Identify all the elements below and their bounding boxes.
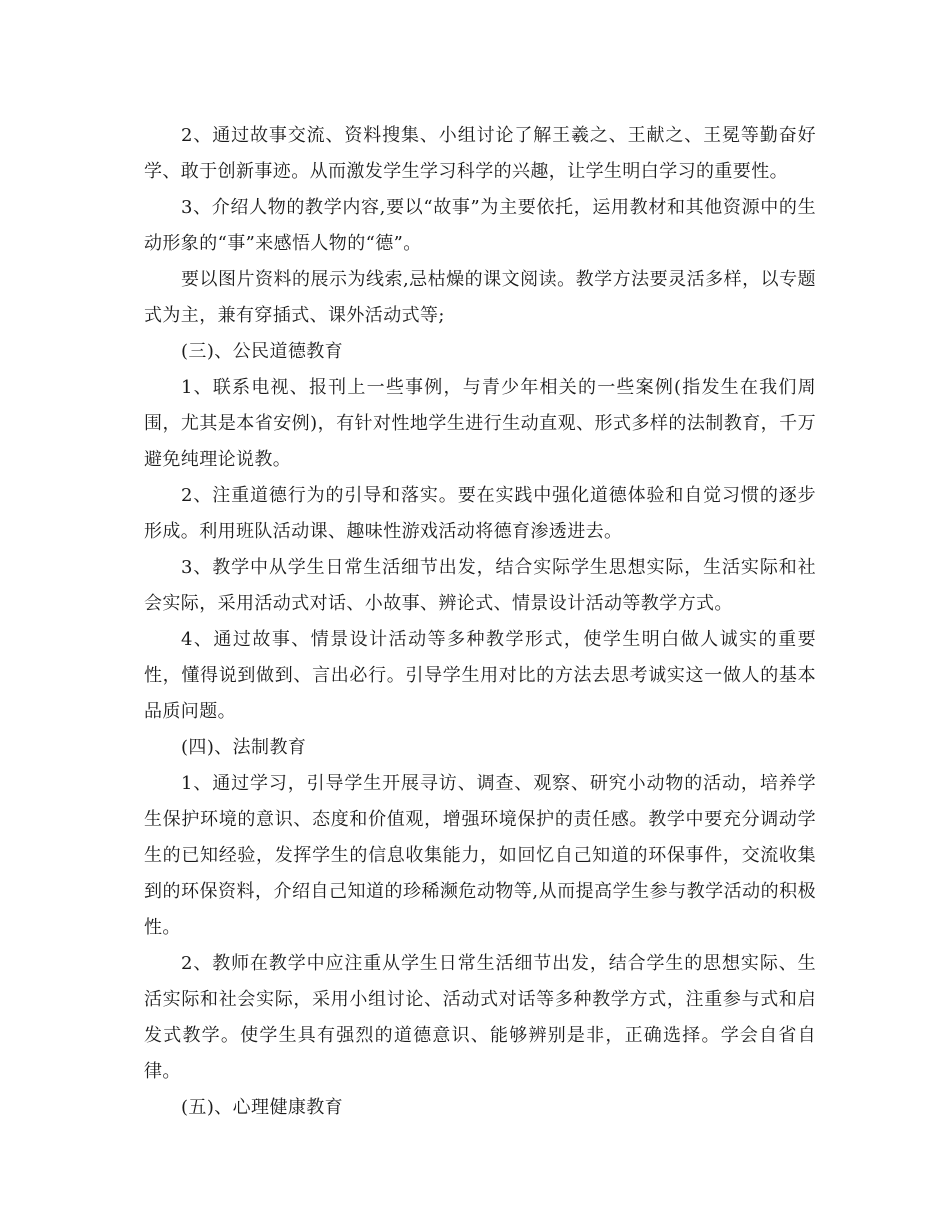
paragraph-moral-behavior: 2、注重道德行为的引导和落实。要在实践中强化道德体验和自觉习惯的逐步形成。利用班队活动课、趣味性游戏活动将德育渗透进去。 — [144, 485, 816, 542]
paragraph-introduce-figures: 3、介绍人物的教学内容,要以“故事”为主要依托，运用教材和其他资源中的生动形象的“事”来感悟人物的“德”。 — [144, 197, 816, 254]
paragraph-story-exchange: 2、通过故事交流、资料搜集、小组讨论了解王羲之、王献之、王冕等勤奋好学、敢于创新事迹。从而激发学生学习科学的兴趣，让学生明白学习的重要性。 — [144, 125, 816, 182]
paragraph-honesty: 4、通过故事、情景设计活动等多种教学形式，使学生明白做人诚实的重要性，懂得说到做到、言出必行。引导学生用对比的方法去思考诚实这一做人的基本品质问题。 — [144, 629, 816, 722]
paragraph-picture-materials: 要以图片资料的展示为线索,忌枯燥的课文阅读。教学方法要灵活多样，以专题式为主，兼有穿插式、课外活动式等; — [144, 269, 816, 326]
paragraph-teacher-methods: 2、教师在教学中应注重从学生日常生活细节出发，结合学生的思想实际、生活实际和社会实际，采用小组讨论、活动式对话等多种教学方式，注重参与式和启发式教学。使学生具有强烈的道德意识、能够辨别是非，正确选择。学会自省自律。 — [144, 953, 816, 1082]
document-body — [144, 118, 816, 1126]
paragraph-environment-protection: 1、通过学习，引导学生开展寻访、调查、观察、研究小动物的活动，培养学生保护环境的意识、态度和价值观，增强环境保护的责任感。教学中要充分调动学生的已知经验，发挥学生的信息收集能力，如回忆自己知道的环保事件，交流收集到的环保资料，介绍自己知道的珍稀濒危动物等,从而提高学生参与教学活动的积极性。 — [144, 773, 816, 938]
section-heading-legal-education: (四)、法制教育 — [181, 737, 307, 758]
paragraph-legal-cases: 1、联系电视、报刊上一些事例，与青少年相关的一些案例(指发生在我们周围，尤其是本省安例)，有针对性地学生进行生动直观、形式多样的法制教育，千万避免纯理论说教。 — [144, 377, 816, 470]
section-heading-civic-morality: (三)、公民道德教育 — [181, 341, 344, 362]
section-heading-mental-health: (五)、心理健康教育 — [181, 1097, 344, 1118]
paragraph-daily-life-details: 3、教学中从学生日常生活细节出发，结合实际学生思想实际，生活实际和社会实际，采用活动式对话、小故事、辨论式、情景设计活动等教学方式。 — [144, 557, 816, 614]
